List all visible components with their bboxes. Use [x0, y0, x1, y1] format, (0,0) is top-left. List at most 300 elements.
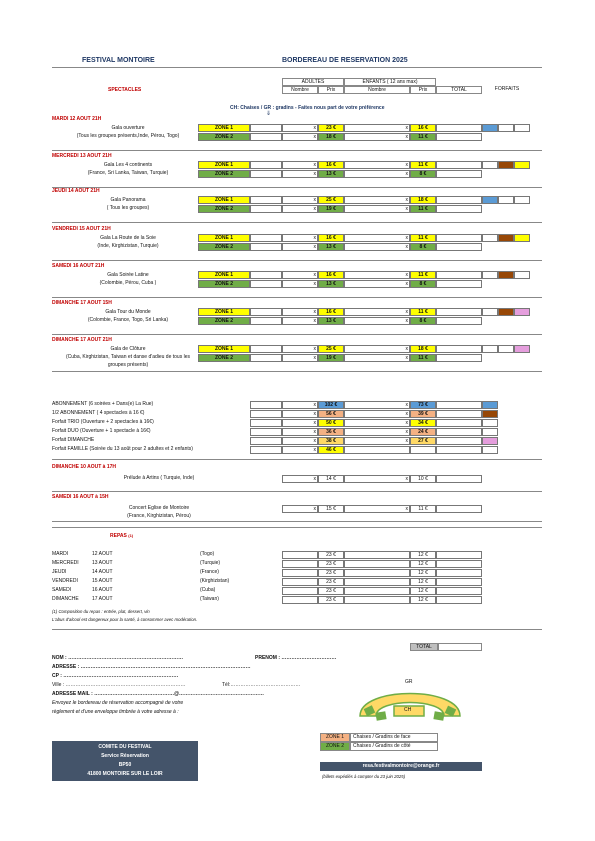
forfait-marker: [514, 124, 530, 132]
forfait-total-field[interactable]: [436, 401, 482, 409]
show-detail: (Colombie, France, Togo, Sri Lanka): [87, 317, 169, 323]
child-price: 11 €: [410, 234, 436, 242]
repas-child-price: 12 €: [410, 596, 436, 604]
zone-tag: ZONE 1: [198, 345, 250, 353]
repas-adult-price: 23 €: [318, 551, 344, 559]
adult-price: 16 €: [318, 271, 344, 279]
forfait-marker: [498, 308, 514, 316]
forfait-child-price: [410, 446, 436, 454]
section-divider: [52, 297, 542, 298]
zone-tag: ZONE 1: [198, 161, 250, 169]
repas-country: (Taiwan): [200, 596, 219, 602]
repas-adult-price: 23 €: [318, 560, 344, 568]
section-divider: [52, 150, 542, 151]
show-detail: (Inde, Kirghizistan, Turquie): [97, 243, 159, 249]
repas-adult-qty[interactable]: [282, 551, 318, 559]
repas-adult-qty[interactable]: [282, 596, 318, 604]
show-date: DIMANCHE 17 AOUT 15H: [52, 300, 112, 306]
zone-tag: ZONE 1: [198, 196, 250, 204]
adult-qty-input[interactable]: [250, 271, 282, 279]
repas-country: (Togo): [200, 551, 215, 557]
tel-field[interactable]: Tél:……………………………………: [222, 682, 301, 688]
bordereau-title: BORDEREAU DE RESERVATION 2025: [282, 57, 408, 64]
legend-zone1-label: Chaises / Gradins de face: [350, 733, 438, 742]
child-price: 18 €: [410, 196, 436, 204]
adult-qty-input[interactable]: [250, 354, 282, 362]
repas-total-field[interactable]: [436, 596, 482, 604]
adult-x: x: [282, 234, 318, 242]
show-title: Gala La Route de la Soie: [100, 235, 156, 241]
repas-total-field[interactable]: [436, 551, 482, 559]
forfait-adult-x: x: [282, 419, 318, 427]
child-price: 8 €: [410, 280, 436, 288]
show-title: Gala Les 4 continents: [103, 162, 153, 168]
adult-price: 23 €: [318, 124, 344, 132]
child-qty-input[interactable]: x: [344, 161, 410, 169]
prenom-field[interactable]: PRENOM : ……………………………: [255, 655, 337, 661]
adult-price: 16 €: [318, 234, 344, 242]
festival-title: FESTIVAL MONTOIRE: [82, 57, 155, 64]
repas-child-qty[interactable]: [344, 596, 410, 604]
forfait-adult-price: 46 €: [318, 446, 344, 454]
zone-tag: ZONE 2: [198, 243, 250, 251]
forfait-adult-price: 102 €: [318, 401, 344, 409]
forfait-child-price: 34 €: [410, 419, 436, 427]
forfait-marker: [482, 419, 498, 427]
repas-adult-qty[interactable]: [282, 560, 318, 568]
section-divider: [52, 260, 542, 261]
show-date: JEUDI 14 AOUT 21H: [52, 188, 100, 194]
forfait-marker: [514, 196, 530, 204]
show-detail: (Cuba, Kirghizistan, Taiwan et danse d'adieu de tous les: [66, 354, 190, 360]
extra-adult-price: 15 €: [318, 505, 344, 513]
adresse-field[interactable]: ADRESSE : …………………………………………………………………………………………: [52, 664, 251, 670]
extra-child-qty[interactable]: x: [344, 505, 410, 513]
show-detail: ( Tous les groupes): [106, 205, 150, 211]
extra-adult-qty[interactable]: x: [282, 505, 318, 513]
zone-tag: ZONE 2: [198, 205, 250, 213]
forfait-marker: [482, 271, 498, 279]
adult-qty-input[interactable]: [250, 345, 282, 353]
adult-qty-input[interactable]: [250, 243, 282, 251]
adult-qty-input[interactable]: [250, 280, 282, 288]
repas-country: (Turquie): [200, 560, 221, 566]
cp-field[interactable]: CP : ……………………………………………………………: [52, 673, 179, 679]
child-price: 11 €: [410, 354, 436, 362]
show-title: Gala Tour du Monde: [105, 309, 151, 315]
adult-x: x: [282, 196, 318, 204]
comite-line-3: BP50: [118, 762, 132, 768]
mail-field[interactable]: ADRESSE MAIL : …………………………………………@……………………………………………: [52, 691, 265, 697]
adult-x: x: [282, 243, 318, 251]
show-date: MERCREDI 13 AOUT 21H: [52, 153, 112, 159]
child-qty-input[interactable]: x: [344, 308, 410, 316]
adult-x: x: [282, 205, 318, 213]
forfait-marker: [482, 437, 498, 445]
repas-total-field[interactable]: [436, 587, 482, 595]
forfait-adult-qty[interactable]: [250, 437, 282, 445]
section-divider: [52, 222, 542, 223]
extra-event-detail: (France, Kirghizistan, Pérou): [127, 513, 191, 519]
extra-adult-price: 14 €: [318, 475, 344, 483]
forfait-label: Forfait TRIO (Ouverture + 2 spectacles à 16€): [52, 419, 154, 425]
grand-total-label: TOTAL: [410, 643, 438, 651]
forfait-child-price: 39 €: [410, 410, 436, 418]
adult-price: 13 €: [318, 280, 344, 288]
forfait-adult-qty[interactable]: [250, 428, 282, 436]
repas-total-field[interactable]: [436, 560, 482, 568]
child-qty-input[interactable]: x: [344, 205, 410, 213]
adultes-nombre-header: Nombre: [282, 86, 318, 94]
forfait-child-qty[interactable]: [344, 446, 410, 454]
zone-tag: ZONE 2: [198, 280, 250, 288]
forfait-adult-price: 56 €: [318, 410, 344, 418]
row-total-field[interactable]: [436, 133, 482, 141]
adultes-prix-header: Prix: [318, 86, 344, 94]
extra-event-date: DIMANCHE 10 AOUT à 17H: [52, 464, 116, 470]
repas-child-qty[interactable]: [344, 551, 410, 559]
extra-event-title: Concert Eglise de Montoire: [128, 505, 190, 511]
child-price: 8 €: [410, 170, 436, 178]
row-total-field[interactable]: [436, 280, 482, 288]
adult-price: 19 €: [318, 354, 344, 362]
repas-heading: REPAS (1): [110, 533, 134, 539]
forfait-label: Forfait DIMANCHE: [52, 437, 95, 443]
repas-bottom-rule: [52, 629, 542, 630]
child-qty-input[interactable]: x: [344, 133, 410, 141]
row-total-field[interactable]: [436, 124, 482, 132]
forfait-adult-qty[interactable]: [250, 446, 282, 454]
forfait-marker: [514, 161, 530, 169]
child-price: 11 €: [410, 308, 436, 316]
show-detail: (Colombie, Pérou, Cuba ): [99, 280, 157, 286]
adult-qty-input[interactable]: [250, 196, 282, 204]
adult-x: x: [282, 133, 318, 141]
adult-qty-input[interactable]: [250, 133, 282, 141]
forfait-marker: [498, 196, 514, 204]
forfait-child-qty[interactable]: x: [344, 410, 410, 418]
show-detail: (Tous les groupes présents,Inde, Pérou, Togo): [76, 133, 180, 139]
forfait-adult-price: 36 €: [318, 428, 344, 436]
forfait-total-field[interactable]: [436, 437, 482, 445]
legend-zone2-tag: ZONE 2: [320, 742, 350, 751]
adult-qty-input[interactable]: [250, 170, 282, 178]
extra-divider: [52, 521, 542, 522]
adult-x: x: [282, 280, 318, 288]
adult-price: 18 €: [318, 133, 344, 141]
repas-adult-price: 23 €: [318, 569, 344, 577]
forfait-marker: [514, 345, 530, 353]
adult-qty-input[interactable]: [250, 124, 282, 132]
show-date: VENDREDI 15 AOUT 21H: [52, 226, 111, 232]
forfait-marker: [482, 345, 498, 353]
repas-day: MERCREDI: [52, 560, 79, 566]
adult-price: 16 €: [318, 308, 344, 316]
forfait-child-qty[interactable]: x: [344, 401, 410, 409]
forfait-marker: [482, 446, 498, 454]
child-qty-input[interactable]: x: [344, 271, 410, 279]
zone-tag: ZONE 2: [198, 354, 250, 362]
ch-label: CH: [404, 707, 412, 713]
row-total-field[interactable]: [436, 308, 482, 316]
repas-date: 13 AOUT: [92, 560, 113, 566]
comite-address-box: [52, 741, 198, 781]
forfait-adult-x: x: [282, 446, 318, 454]
forfait-marker: [498, 234, 514, 242]
repas-adult-price: 23 €: [318, 596, 344, 604]
ville-field[interactable]: Ville : ………………………………………………………………: [52, 682, 186, 688]
repas-country: (France): [200, 569, 219, 575]
repas-adult-price: 23 €: [318, 578, 344, 586]
child-qty-input[interactable]: x: [344, 170, 410, 178]
repas-date: 16 AOUT: [92, 587, 113, 593]
show-title: Gala de Clôture: [110, 346, 146, 352]
forfait-total-field[interactable]: [436, 428, 482, 436]
forfait-adult-x: x: [282, 428, 318, 436]
row-total-field[interactable]: [436, 170, 482, 178]
child-qty-input[interactable]: x: [344, 345, 410, 353]
email-note: (billets expédiés à compter du 23 juin 2025): [322, 774, 406, 779]
comite-line-4: 41800 MONTOIRE SUR LE LOIR: [87, 771, 163, 777]
child-price: 16 €: [410, 124, 436, 132]
forfait-label: ABONNEMENT (6 soirées + Dans(e) La Rue): [52, 401, 154, 407]
zone-tag: ZONE 1: [198, 234, 250, 242]
adult-qty-input[interactable]: [250, 205, 282, 213]
child-price: 11 €: [410, 205, 436, 213]
forfait-marker: [498, 345, 514, 353]
child-qty-input[interactable]: x: [344, 243, 410, 251]
child-qty-input[interactable]: x: [344, 196, 410, 204]
forfait-adult-x: x: [282, 401, 318, 409]
repas-child-price: 12 €: [410, 551, 436, 559]
forfait-adult-x: x: [282, 410, 318, 418]
forfait-marker: [482, 308, 498, 316]
forfait-label: Forfait FAMILLE (Soirée du 13 août pour 2 adultes et 2 enfants): [52, 446, 193, 452]
adult-price: 19 €: [318, 205, 344, 213]
show-detail-2: groupes présents): [107, 362, 149, 368]
section-divider: [52, 187, 542, 188]
child-price: 8 €: [410, 243, 436, 251]
spectacles-heading: SPECTACLES: [108, 87, 142, 93]
repas-child-price: 12 €: [410, 587, 436, 595]
adult-x: x: [282, 345, 318, 353]
extra-adult-qty[interactable]: x: [282, 475, 318, 483]
forfait-total-field[interactable]: [436, 446, 482, 454]
repas-day: VENDREDI: [52, 578, 78, 584]
instructions-line-2: règlement et d'une enveloppe timbrée à votre adresse à :: [52, 709, 179, 715]
repas-child-qty[interactable]: [344, 578, 410, 586]
repas-adult-qty[interactable]: [282, 587, 318, 595]
forfait-adult-x: x: [282, 437, 318, 445]
forfait-label: Forfait DUO (Ouverture + 1 spectacle à 16€): [52, 428, 151, 434]
zone-tag: ZONE 1: [198, 308, 250, 316]
adult-qty-input[interactable]: [250, 234, 282, 242]
adult-x: x: [282, 124, 318, 132]
nom-field[interactable]: NOM : ……………………………………………………………: [52, 655, 184, 661]
forfait-marker: [514, 234, 530, 242]
adult-x: x: [282, 161, 318, 169]
adult-x: x: [282, 170, 318, 178]
show-date: DIMANCHE 17 AOUT 21H: [52, 337, 112, 343]
zone-tag: ZONE 2: [198, 133, 250, 141]
child-price: 11 €: [410, 161, 436, 169]
forfait-marker: [482, 401, 498, 409]
repas-country: (Kirghizistan): [200, 578, 230, 584]
forfait-marker: [482, 124, 498, 132]
repas-adult-qty[interactable]: [282, 569, 318, 577]
adult-price: 25 €: [318, 345, 344, 353]
side-left-block-2: [375, 711, 386, 721]
legend-zone2-label: Chaises / Gradins de côté: [350, 742, 438, 751]
show-title: Gala Panorama: [110, 197, 146, 203]
total-header: TOTAL: [436, 86, 482, 94]
child-qty-input[interactable]: x: [344, 280, 410, 288]
repas-date: 15 AOUT: [92, 578, 113, 584]
forfait-divider: [52, 459, 542, 460]
forfaits-header: FORFAITS: [494, 86, 520, 92]
zone-tag: ZONE 1: [198, 271, 250, 279]
repas-day: MARDI: [52, 551, 69, 557]
child-price: 8 €: [410, 317, 436, 325]
child-qty-input[interactable]: x: [344, 234, 410, 242]
child-price: 11 €: [410, 133, 436, 141]
extra-total-field[interactable]: [436, 475, 482, 483]
side-right-block: [433, 711, 444, 721]
forfait-adult-qty[interactable]: [250, 401, 282, 409]
extra-child-qty[interactable]: x: [344, 475, 410, 483]
forfait-adult-price: 50 €: [318, 419, 344, 427]
enfants-prix-header: Prix: [410, 86, 436, 94]
repas-date: 12 AOUT: [92, 551, 113, 557]
forfait-marker: [482, 428, 498, 436]
repas-child-price: 12 €: [410, 569, 436, 577]
show-title: Gala ouverture: [111, 125, 145, 131]
extra-total-field[interactable]: [436, 505, 482, 513]
forfait-total-field[interactable]: [436, 410, 482, 418]
row-total-field[interactable]: [436, 354, 482, 362]
forfait-adult-price: 38 €: [318, 437, 344, 445]
show-date: SAMEDI 16 AOUT 21H: [52, 263, 105, 269]
forfait-marker: [498, 161, 514, 169]
section-divider: [52, 371, 542, 372]
repas-day: DIMANCHE: [52, 596, 79, 602]
repas-child-qty[interactable]: [344, 560, 410, 568]
forfait-marker: [514, 271, 530, 279]
email-address[interactable]: resa.festivalmontoire@orange.fr: [320, 762, 482, 771]
child-price: 18 €: [410, 345, 436, 353]
repas-child-price: 12 €: [410, 578, 436, 586]
show-date: MARDI 12 AOUT 21H: [52, 116, 102, 122]
child-qty-input[interactable]: x: [344, 354, 410, 362]
repas-total-field[interactable]: [436, 578, 482, 586]
adult-qty-input[interactable]: [250, 161, 282, 169]
adult-price: 16 €: [318, 161, 344, 169]
adult-qty-input[interactable]: [250, 308, 282, 316]
adult-x: x: [282, 354, 318, 362]
extra-divider: [52, 491, 542, 492]
comite-line-2: Service Réservation: [101, 753, 149, 759]
zone-tag: ZONE 2: [198, 170, 250, 178]
show-title: Gala Soirée Latine: [107, 272, 149, 278]
forfait-marker: [514, 308, 530, 316]
repas-country: (Cuba): [200, 587, 216, 593]
forfait-child-qty[interactable]: x: [344, 419, 410, 427]
repas-adult-qty[interactable]: [282, 578, 318, 586]
repas-child-qty[interactable]: [344, 569, 410, 577]
repas-adult-price: 23 €: [318, 587, 344, 595]
forfait-child-price: 73 €: [410, 401, 436, 409]
section-divider: [52, 334, 542, 335]
repas-top-rule: [52, 527, 542, 528]
forfait-child-price: 24 €: [410, 428, 436, 436]
forfait-marker: [498, 271, 514, 279]
grand-total-field[interactable]: [438, 643, 482, 651]
zone-tag: ZONE 2: [198, 317, 250, 325]
zone-tag: ZONE 1: [198, 124, 250, 132]
row-total-field[interactable]: [436, 345, 482, 353]
row-total-field[interactable]: [436, 234, 482, 242]
child-qty-input[interactable]: x: [344, 124, 410, 132]
instructions-line-1: Envoyez le bordereau de réservation accompagné de votre: [52, 700, 184, 706]
forfait-child-qty[interactable]: x: [344, 437, 410, 445]
repas-child-qty[interactable]: [344, 587, 410, 595]
adult-price: 25 €: [318, 196, 344, 204]
gr-label: GR: [405, 679, 413, 685]
chair-note: CH: Chaises / GR : gradins - Faites nous part de votre préférence: [230, 105, 385, 111]
repas-child-price: 12 €: [410, 560, 436, 568]
comite-line-1: COMITE DU FESTIVAL: [98, 744, 152, 750]
child-price: 11 €: [410, 271, 436, 279]
adult-price: 13 €: [318, 170, 344, 178]
row-total-field[interactable]: [436, 271, 482, 279]
adult-qty-input[interactable]: [250, 317, 282, 325]
forfait-total-field[interactable]: [436, 419, 482, 427]
row-total-field[interactable]: [436, 205, 482, 213]
adult-x: x: [282, 308, 318, 316]
row-total-field[interactable]: [436, 317, 482, 325]
repas-day: SAMEDI: [52, 587, 72, 593]
repas-date: 14 AOUT: [92, 569, 113, 575]
row-total-field[interactable]: [436, 243, 482, 251]
repas-total-field[interactable]: [436, 569, 482, 577]
arrow-down-icon: ⇓: [266, 111, 272, 117]
repas-date: 17 AOUT: [92, 596, 113, 602]
adult-price: 13 €: [318, 317, 344, 325]
forfait-adult-qty[interactable]: [250, 410, 282, 418]
forfait-marker: [482, 234, 498, 242]
forfait-marker: [498, 124, 514, 132]
row-total-field[interactable]: [436, 161, 482, 169]
repas-footnote-1: (1) Composition du repas : entrée, plat, dessert, vin: [52, 609, 150, 614]
adultes-header: ADULTES: [282, 78, 344, 86]
extra-event-title: Prélude à Artins ( Turquie, Inde): [123, 475, 195, 481]
forfait-adult-qty[interactable]: [250, 419, 282, 427]
forfait-child-price: 27 €: [410, 437, 436, 445]
forfait-child-qty[interactable]: x: [344, 428, 410, 436]
extra-child-price: 10 €: [410, 475, 436, 483]
adult-x: x: [282, 317, 318, 325]
repas-footnote-2: L'abus d'alcool est dangereux pour la santé, à consommer avec modération.: [52, 617, 198, 622]
row-total-field[interactable]: [436, 196, 482, 204]
extra-event-date: SAMEDI 16 AOUT à 15H: [52, 494, 109, 500]
child-qty-input[interactable]: x: [344, 317, 410, 325]
forfait-label: 1/2 ABONNEMENT ( 4 spectacles à 16 €): [52, 410, 145, 416]
enfants-nombre-header: Nombre: [344, 86, 410, 94]
adult-price: 13 €: [318, 243, 344, 251]
header-rule: [52, 67, 542, 68]
legend-zone1-tag: ZONE 1: [320, 733, 350, 742]
enfants-header: ENFANTS ( 12 ans max): [344, 78, 436, 86]
